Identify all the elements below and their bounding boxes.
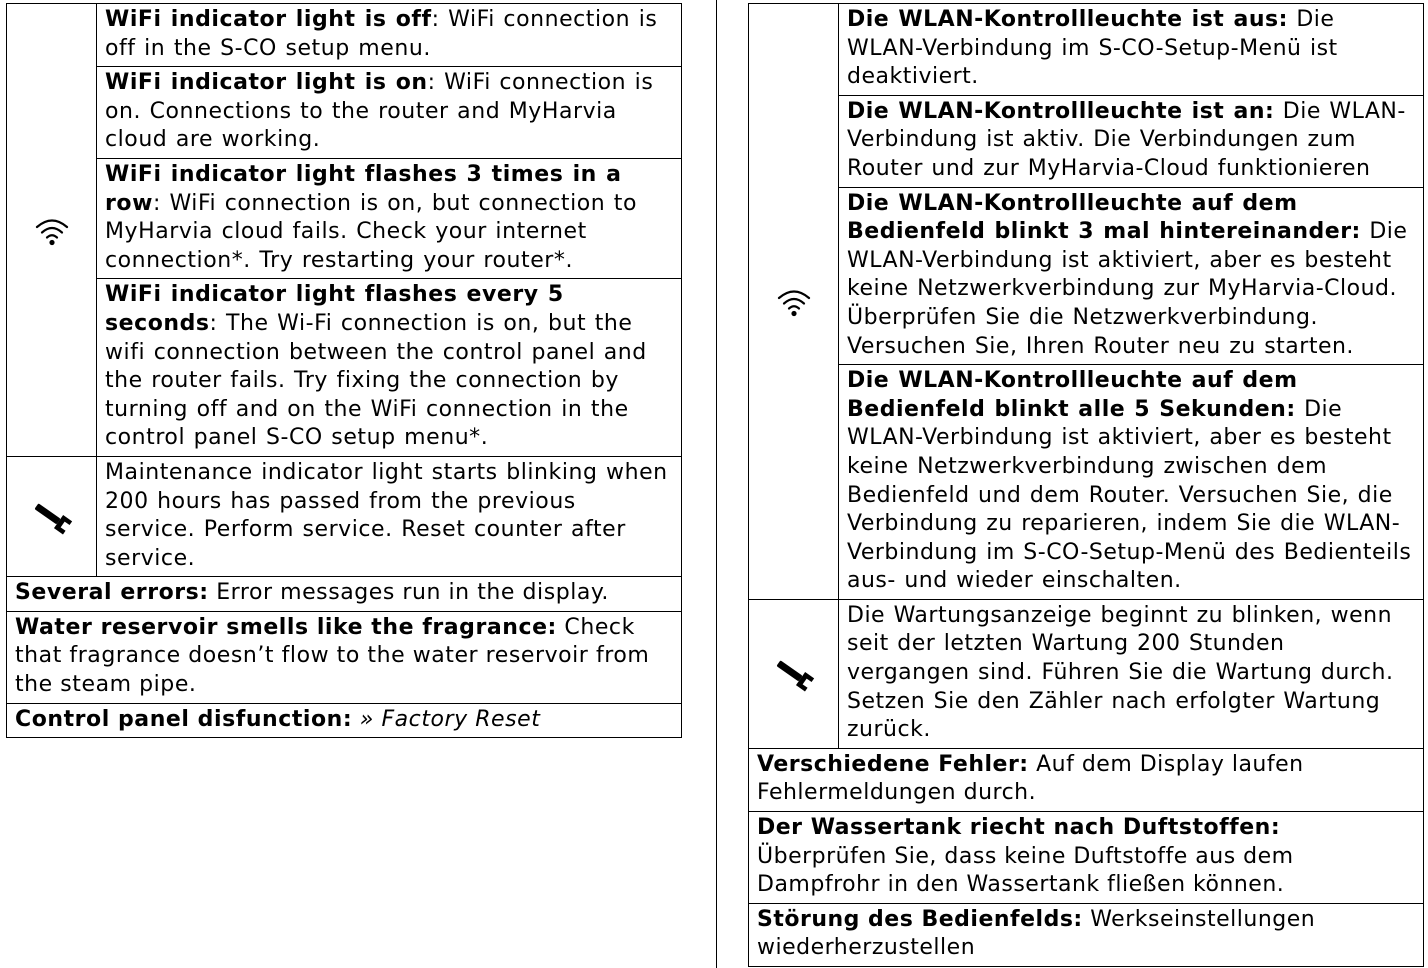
row-sep: : [209,310,227,336]
table-row [749,365,1424,600]
row-text: WiFi connection is on, but connection to MyHarvia cloud fails. Check your internet connection*. Try restarting your router*. [105,190,637,273]
row-sep: : [431,7,449,32]
table-row [749,812,1424,904]
table-row [749,599,1424,748]
column-divider [716,0,717,968]
row-text: Überprüfen Sie, dass keine Duftstoffe aus dem Dampfrohr in den Wassertank fließen können. [757,843,1294,898]
wifi-off-description [839,4,1424,96]
maintenance-description: Maintenance indicator light starts blinking when 200 hours has passed from the previous service. Perform service. Reset counter after service. [97,456,682,576]
wifi-flash-5s-description [97,279,682,457]
row-title: Die WLAN-Kontrollleuchte ist aus: [847,7,1288,32]
row-text: WiFi connection is on. Connections to the router and MyHarvia cloud are working. [105,70,654,153]
wrench-icon [772,655,816,693]
wrench-icon-cell [749,599,839,748]
table-row [749,748,1424,811]
row-title: Der Wassertank riecht nach Duftstoffen: [757,815,1281,841]
table-row [7,279,682,457]
control-panel-row [7,703,682,738]
table-row [7,456,682,576]
table-row [749,4,1424,96]
table-row [7,577,682,612]
several-errors-row [749,748,1424,811]
row-title: WiFi indicator light flashes every 5 seconds [105,282,564,336]
row-title: Control panel disfunction: [15,706,353,732]
table-row [7,158,682,278]
row-title: WiFi indicator light flashes 3 times in a row [105,161,622,216]
reservoir-row [749,812,1424,904]
row-text: Werkseinstellungen wiederherzustellen [757,906,1316,961]
table-row [7,4,682,67]
wifi-flash-3-description [839,187,1424,365]
row-title: Störung des Bedienfelds: [757,906,1083,932]
row-text: Die WLAN-Verbindung im S-CO-Setup-Menü ist deaktiviert. [847,7,1338,90]
table-row [749,187,1424,365]
troubleshooting-table-en [6,3,682,738]
row-title: WiFi indicator light is off [105,7,432,32]
row-sep: : [152,190,170,216]
row-title: Die WLAN-Kontrollleuchte ist an: [847,98,1275,124]
table-row [7,611,682,703]
wrench-icon [30,498,74,536]
wifi-on-description [97,67,682,159]
row-text: Error messages run in the display. [208,580,609,606]
row-text: Die WLAN-Verbindung ist aktiv. Die Verbindungen zum Router und zur MyHarvia-Cloud funktionieren [847,98,1406,181]
wifi-flash-3-description [97,158,682,278]
wifi-on-description [839,95,1424,187]
row-text: Check that fragrance doesn’t flow to the water reservoir from the steam pipe. [15,614,650,698]
wifi-icon [776,285,812,317]
row-text: Die WLAN-Verbindung ist aktiviert, aber es besteht keine Netzwerkverbindung zwischen dem Bedienfeld und dem Router. Versuchen Sie, die Verbindung zu reparieren, indem Sie die WLAN-Verbindung im S-CO-Setup-Menü des Bedienteils aus- und wieder einschalten. [847,396,1412,594]
wifi-flash-5s-description [839,365,1424,600]
maintenance-description: Die Wartungsanzeige beginnt zu blinken, wenn seit der letzten Wartung 200 Stunden vergangen sind. Führen Sie die Wartung durch. Setzen Sie den Zähler nach erfolgter Wartung zurück. [839,599,1424,748]
row-text: Auf dem Display laufen Fehlermeldungen durch. [757,751,1304,806]
table-row [7,67,682,159]
row-title: Several errors: [15,580,209,606]
factory-reset-reference: » Factory Reset [352,706,541,732]
table-row [749,903,1424,966]
row-text: The Wi-Fi connection is on, but the wifi connection between the control panel and the router fails. Try fixing the connection by turning off and on the WiFi connection in the control panel S-CO setup menu*. [105,310,647,451]
wrench-icon-cell [7,456,97,576]
troubleshooting-table-de [748,3,1424,967]
row-text: Die WLAN-Verbindung ist aktiviert, aber es besteht keine Netzwerkverbindung zur MyHarvia-Cloud. Überprüfen Sie die Netzwerkverbindung. Versuchen Sie, Ihren Router neu zu starten. [847,219,1408,359]
row-text: WiFi connection is off in the S-CO setup menu. [105,7,658,61]
table-row [749,95,1424,187]
row-title: Die WLAN-Kontrollleuchte auf dem Bedienfeld blinkt 3 mal hintereinander: [847,190,1361,245]
wifi-icon-cell [749,4,839,600]
wifi-off-description [97,4,682,67]
row-title: Water reservoir smells like the fragrance: [15,614,557,640]
wifi-icon-cell [7,4,97,457]
wifi-icon [34,214,70,246]
row-title: Die WLAN-Kontrollleuchte auf dem Bedienfeld blinkt alle 5 Sekunden: [847,368,1298,422]
reservoir-row [7,611,682,703]
row-sep: : [427,70,445,96]
row-title: Verschiedene Fehler: [757,751,1029,777]
table-row [7,703,682,738]
several-errors-row [7,577,682,612]
control-panel-row [749,903,1424,966]
row-title: WiFi indicator light is on [105,70,428,96]
